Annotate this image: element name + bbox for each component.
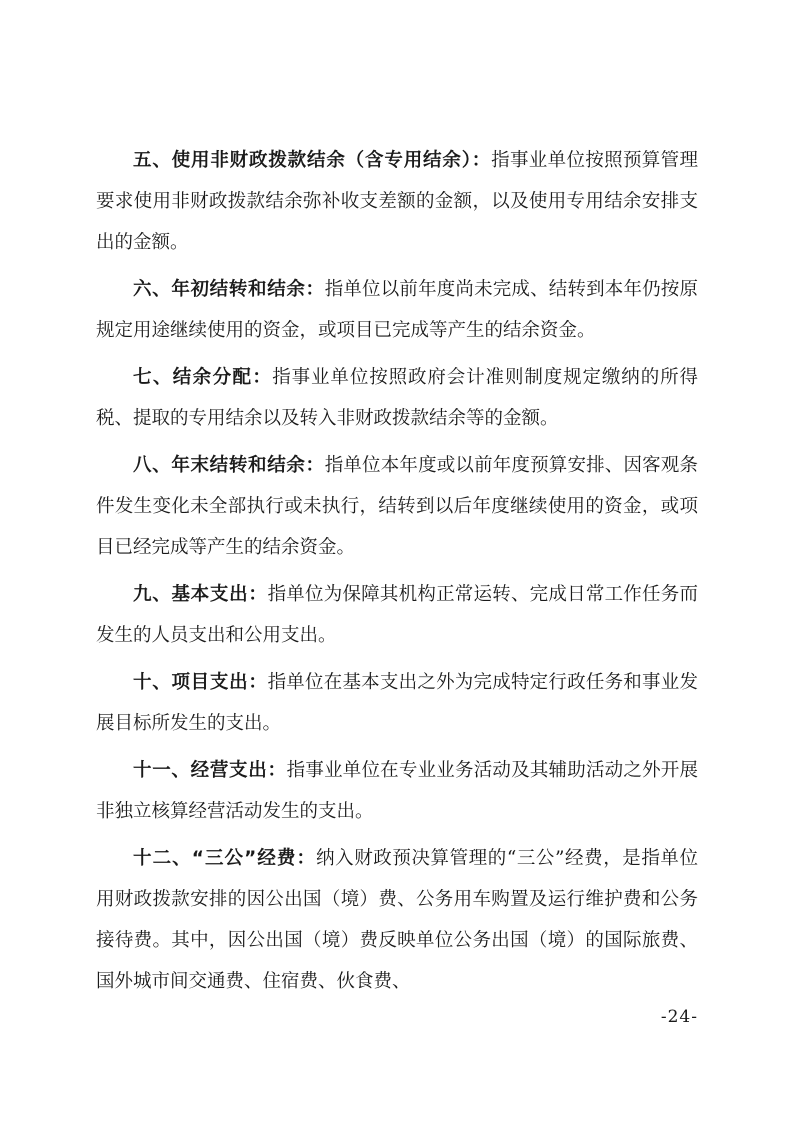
page-number: -24- [660,1007,698,1027]
paragraph-8-text: 指单位本年度或以前年度预算安排、因客观条件发生变化未全部执行或未执行，结转到以后年度继续使用的资金，或项目已经完成等产生的结余资金。 [96,455,698,558]
paragraph-12-term: 十二、“三公”经费： [133,848,317,869]
paragraph-6-text: 指单位以前年度尚未完成、结转到本年仍按原规定用途继续使用的资金，或项目已完成等产生的结余资金。 [96,279,698,341]
document-body [96,140,698,1002]
paragraph-11-term: 十一、经营支出： [133,760,287,781]
paragraph-8 [96,445,698,568]
paragraph-11-text: 指事业单位在专业业务活动及其辅助活动之外开展非独立核算经营活动发生的支出。 [96,760,698,822]
paragraph-10-term: 十、项目支出： [133,672,268,693]
paragraph-6-term: 六、年初结转和结余： [133,279,325,300]
paragraph-10-text: 指单位在基本支出之外为完成特定行政任务和事业发展目标所发生的支出。 [96,672,698,734]
paragraph-12 [96,838,698,1002]
paragraph-7-text: 指事业单位按照政府会计准则制度规定缴纳的所得税、提取的专用结余以及转入非财政拨款结余等的金额。 [96,367,698,429]
paragraph-5 [96,140,698,263]
paragraph-6 [96,269,698,351]
paragraph-10 [96,662,698,744]
paragraph-11 [96,750,698,832]
paragraph-9-text: 指单位为保障其机构正常运转、完成日常工作任务而发生的人员支出和公用支出。 [96,584,698,646]
paragraph-7 [96,357,698,439]
paragraph-5-term: 五、使用非财政拨款结余（含专用结余）： [133,150,492,171]
paragraph-7-term: 七、结余分配： [133,367,273,388]
paragraph-9-term: 九、基本支出： [133,584,268,605]
paragraph-5-text: 指事业单位按照预算管理要求使用非财政拨款结余弥补收支差额的金额，以及使用专用结余安排支出的金额。 [96,150,698,253]
paragraph-12-text: 纳入财政预决算管理的“三公”经费，是指单位用财政拨款安排的因公出国（境）费、公务用车购置及运行维护费和公务接待费。其中，因公出国（境）费反映单位公务出国（境）的国际旅费、国外城市间交通费、住宿费、伙食费、 [96,848,698,992]
paragraph-8-term: 八、年末结转和结余： [133,455,325,476]
paragraph-9 [96,574,698,656]
